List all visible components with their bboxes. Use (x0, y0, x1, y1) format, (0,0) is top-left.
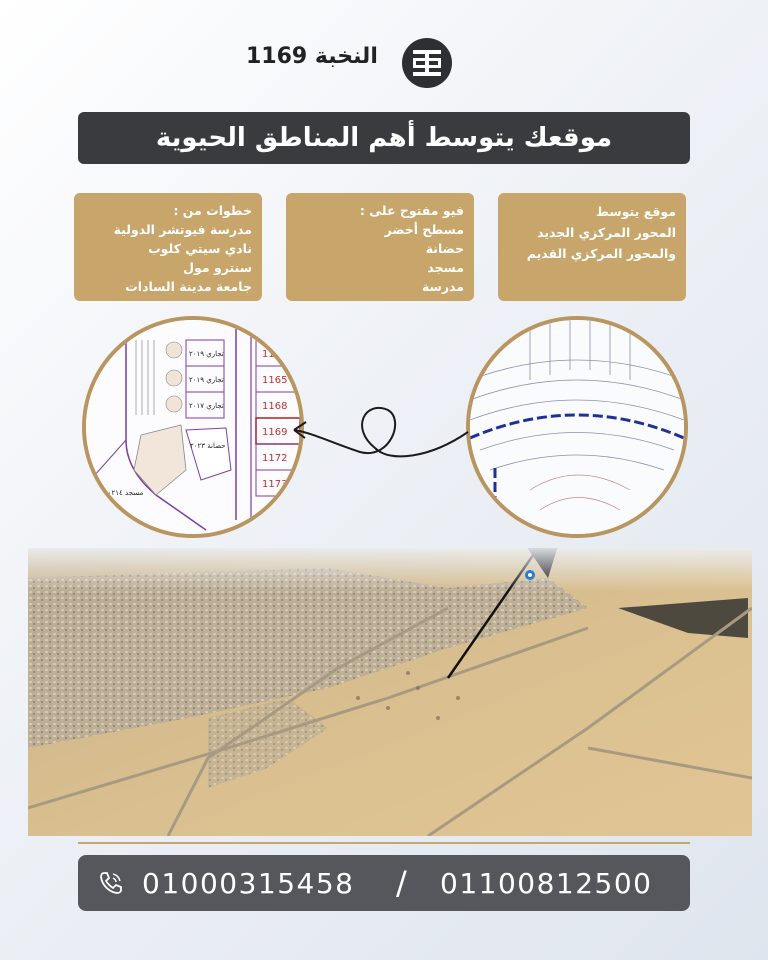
headline-banner (78, 112, 690, 164)
plan-label: تجاري ٢٠١٩ (189, 376, 224, 384)
plan-label: مسجد ١٠٢١٤ (104, 489, 144, 497)
lot-number: 1173 (262, 479, 288, 490)
lot-number: 1165 (262, 375, 288, 386)
info-box-nearby (74, 193, 262, 301)
divider (78, 842, 690, 844)
info-line: مسجد (427, 260, 464, 275)
site-plan-drawing (86, 320, 300, 534)
info-line: سنترو مول (183, 260, 252, 275)
master-plan-drawing (470, 320, 684, 534)
info-box-location (498, 193, 686, 301)
satellite-map (28, 548, 752, 836)
lot-number: 1172 (262, 453, 288, 464)
arrow-icon (280, 388, 480, 478)
info-line: مدرسة فيوتشر الدولية (113, 222, 252, 237)
logo-emblem-icon (400, 36, 454, 90)
info-line: نادي سيتي كلوب (148, 241, 252, 256)
info-line: مدرسة (421, 279, 464, 294)
phone-number-1[interactable]: 01000315458 (142, 867, 355, 900)
info-line: المحور المركزي الجديد (537, 225, 676, 240)
plan-label: تجاري ٢٠١٧ (189, 402, 224, 410)
site-plan-detail (82, 316, 304, 538)
info-line: حضانة (425, 241, 464, 256)
location-pin-icon (522, 568, 538, 584)
info-line: فيو مفتوح على : (359, 203, 464, 218)
info-box-view (286, 193, 474, 301)
plan-label: حضانة ٢٠٢٣ (190, 442, 226, 450)
master-plan-overview (466, 316, 688, 538)
info-line: جامعة مدينة السادات (125, 279, 252, 294)
satellite-map-image (28, 548, 752, 836)
info-line: والمحور المركزي القديم (526, 246, 676, 261)
lot-number: 1168 (262, 401, 288, 412)
phone-number-2[interactable]: 01100812500 (440, 867, 653, 900)
contact-bar (78, 855, 690, 911)
lot-number-highlight: 1169 (262, 427, 288, 438)
lot-number: 1164 (262, 349, 288, 360)
info-line: مسطح أخضر (384, 222, 464, 237)
plan-label: تجاري ٢٠١٩ (189, 350, 224, 358)
brand-name: النخبة 1169 (246, 44, 378, 69)
info-line: خطوات من : (173, 203, 252, 218)
info-line: موقع يتوسط (596, 204, 676, 219)
headline-text: موقعك يتوسط أهم المناطق الحيوية (155, 123, 613, 153)
phone-icon (98, 870, 124, 896)
phone-separator: / (396, 864, 407, 902)
